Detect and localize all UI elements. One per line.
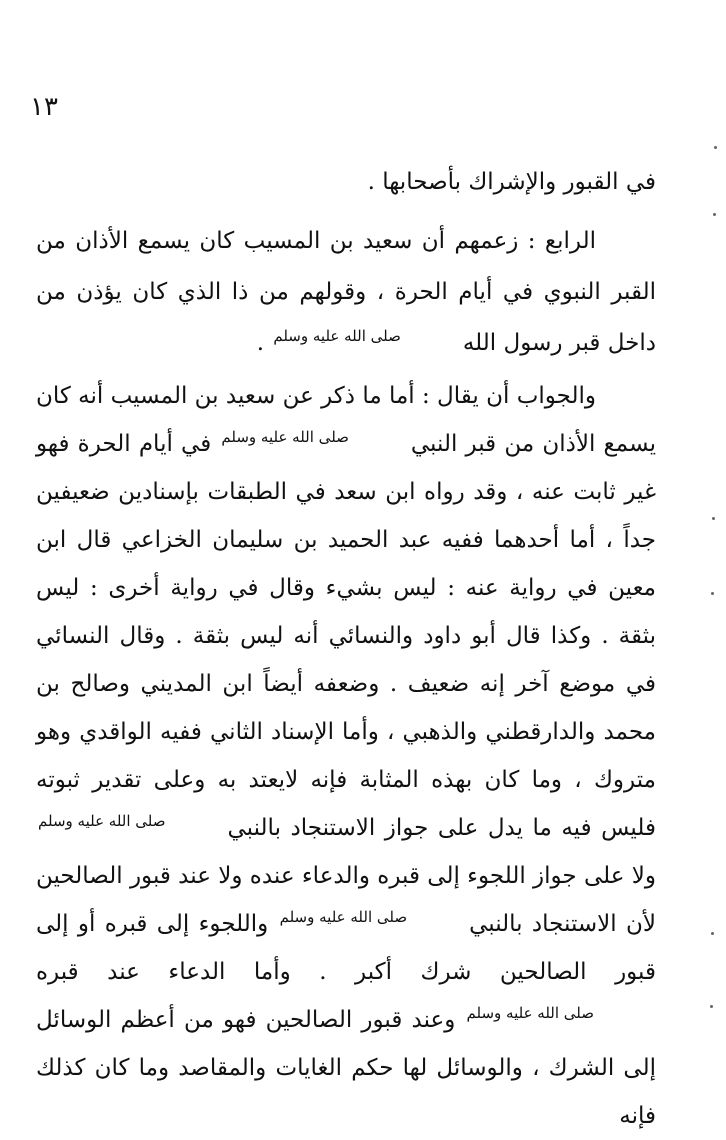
scan-dot — [711, 932, 714, 935]
honorific-symbol: صلى الله عليه وسلم — [221, 428, 349, 447]
honorific-symbol: صلى الله عليه وسلم — [279, 908, 408, 927]
scan-dot — [714, 146, 717, 149]
scan-dot — [711, 592, 714, 595]
scan-dot — [712, 517, 715, 520]
honorific-symbol: صلى الله عليه وسلم — [38, 812, 166, 831]
paragraph-1-text: في القبور والإشراك بأصحابها . — [367, 169, 656, 195]
paragraph-3-text-5: وعند قبور الصالحين فهو من أعظم الوسائل إلى الشرك ، والوسائل لها حكم الغايات والمقاصد وما كان كذلك فإنه — [36, 1007, 656, 1129]
paragraph-3-text-2: في أيام الحرة فهو غير ثابت عنه ، وقد رواه ابن سعد في الطبقات بإسنادين ضعيفين جداً ، أما أحدهما ففيه عبد الحميد بن سليمان الخزاعي قال ابن معين في رواية عنه : ليس بشيء وقال في رواية أخرى : ليس بثقة . وكذا قال أبو داود والنسائي أنه ليس بثقة . وقال النسائي في موضع آخر إنه ضعيف . وضعفه أيضاً ابن المديني وصالح بن محمد والدارقطني والذهبي ، وأما الإسناد الثاني ففيه الواقدي وهو متروك ، وما كان بهذه المثابة فإنه لايعتد به وعلى تقدير ثبوته فليس فيه ما يدل على جواز الاستنجاد بالنبي — [36, 431, 656, 841]
paragraph-1 — [36, 160, 656, 204]
honorific-symbol: صلى الله عليه وسلم — [273, 327, 401, 346]
paragraph-2-text: الرابع : زعمهم أن سعيد بن المسيب كان يسمع الأذان من القبر النبوي في أيام الحرة ، وقولهم من ذا الذي كان يؤذن من داخل قبر رسول الله — [36, 228, 656, 356]
scan-dot — [713, 213, 716, 216]
paragraph-3-text-1: والجواب أن يقال : أما ما ذكر عن سعيد بن المسيب أنه كان يسمع الأذان من قبر النبي — [36, 383, 656, 457]
paragraph-2 — [36, 216, 656, 369]
honorific-symbol: صلى الله عليه وسلم — [466, 1004, 594, 1023]
paragraph-3 — [36, 372, 656, 1140]
paragraph-3-text-3: ولا على جواز اللجوء إلى قبره والدعاء عنده ولا عند قبور الصالحين لأن الاستنجاد بالنبي — [35, 863, 656, 937]
paragraph-2-ending: . — [256, 330, 272, 356]
page-number: ١٣ — [30, 92, 58, 122]
scan-dot — [710, 1005, 713, 1008]
paragraph-3-text-4: واللجوء إلى قبره أو إلى قبور الصالحين شرك أكبر . وأما الدعاء عند قبره — [36, 911, 656, 985]
